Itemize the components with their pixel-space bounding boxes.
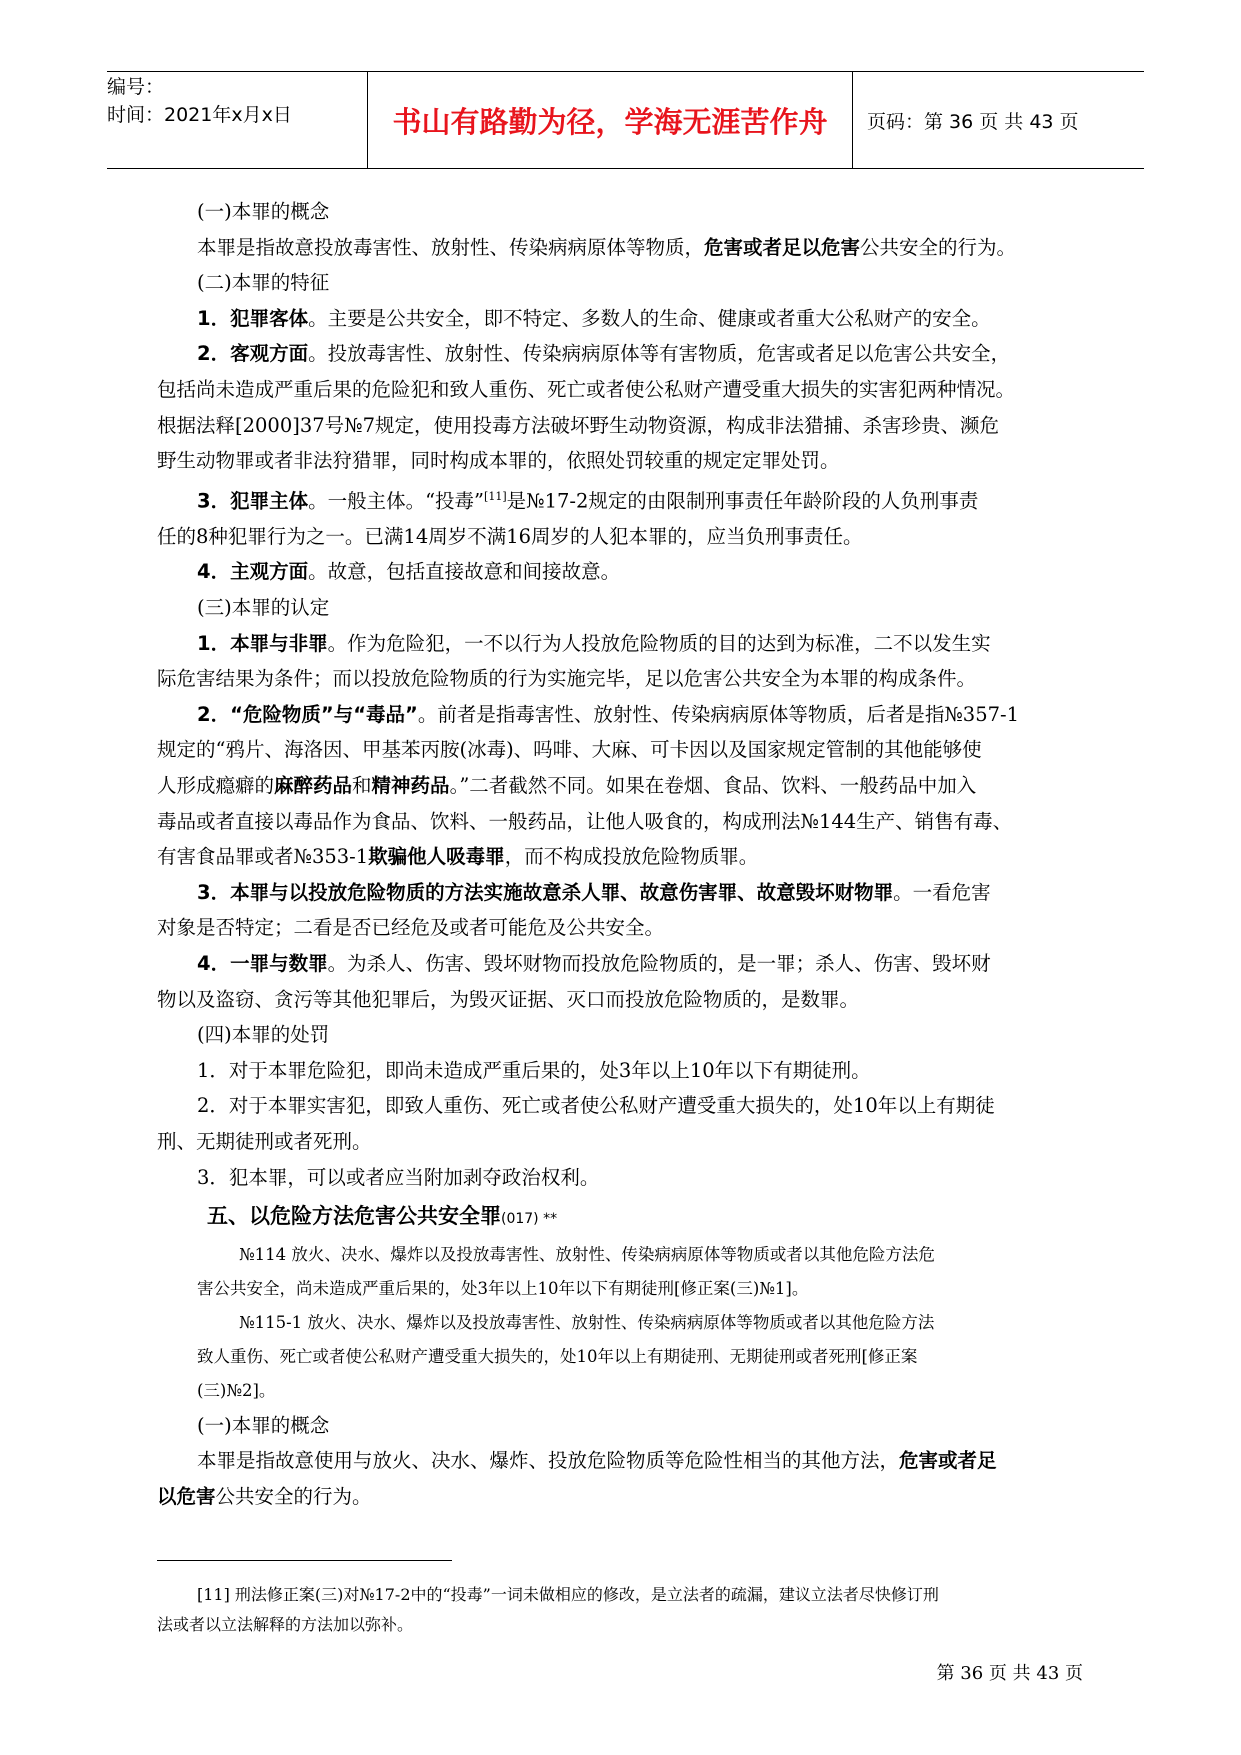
section-heading: (三)本罪的认定 <box>197 596 330 620</box>
paragraph: 3．犯罪主体。一般主体。“投毒”[11]是№17-2规定的由限制刑事责任年龄阶段的人负刑事责 <box>197 489 979 513</box>
header-left-cell <box>107 72 368 168</box>
page-header <box>107 71 1144 169</box>
footnote-divider <box>157 1560 452 1561</box>
paragraph: 2．客观方面。投放毒害性、放射性、传染病病原体等有害物质，危害或者足以危害公共安全， <box>197 342 1011 366</box>
paragraph: 4．主观方面。故意，包括直接故意和间接故意。 <box>197 560 621 584</box>
section-heading: (二)本罪的特征 <box>197 271 330 295</box>
statute-article: №115-1 放火、决水、爆炸以及投放毒害性、放射性、传染病病原体等物质或者以其他危险方法 <box>239 1312 935 1332</box>
paragraph-line: 以危害公共安全的行为。 <box>157 1484 372 1508</box>
paragraph-line: 根据法释[2000]37号№7规定，使用投毒方法破坏野生动物资源，构成非法猎捕、杀害珍贵、濒危 <box>157 413 1000 437</box>
paragraph-line: 物以及盗窃、贪污等其他犯罪后，为毁灭证据、灭口而投放危险物质的，是数罪。 <box>157 987 860 1011</box>
document-body <box>157 194 1097 1515</box>
statute-article-line: 害公共安全，尚未造成严重后果的，处3年以上10年以下有期徒刑[修正案(三)№1]。 <box>197 1278 809 1298</box>
paragraph-line: 任的8种犯罪行为之一。已满14周岁不满16周岁的人犯本罪的，应当负刑事责任。 <box>157 524 863 548</box>
paragraph: 2．对于本罪实害犯，即致人重伤、死亡或者使公私财产遭受重大损失的，处10年以上有期徒 <box>197 1094 995 1118</box>
paragraph-line: 有害食品罪或者№353-1欺骗他人吸毒罪，而不构成投放危险物质罪。 <box>157 845 759 869</box>
header-motto: 书山有路勤为径，学海无涯苦作舟 <box>368 72 853 168</box>
paragraph: 1．本罪与非罪。作为危险犯，一不以行为人投放危险物质的目的达到为标准，二不以发生实 <box>197 631 991 655</box>
paragraph: 本罪是指故意使用与放火、决水、爆炸、投放危险物质等危险性相当的其他方法，危害或者足 <box>197 1449 997 1473</box>
footnote-line: 法或者以立法解释的方法加以弥补。 <box>157 1615 414 1634</box>
paragraph-line: 野生动物罪或者非法狩猎罪，同时构成本罪的，依照处罚较重的规定定罪处罚。 <box>157 449 840 473</box>
statute-article-line: 致人重伤、死亡或者使公私财产遭受重大损失的，处10年以上有期徒刑、无期徒刑或者死刑[修正案 <box>197 1346 918 1366</box>
statute-article: №114 放火、决水、爆炸以及投放毒害性、放射性、传染病病原体等物质或者以其他危险方法危 <box>239 1244 935 1264</box>
footnote <box>157 1580 1097 1640</box>
paragraph-line: 刑、无期徒刑或者死刑。 <box>157 1129 372 1153</box>
number-label: 编号： <box>107 76 165 98</box>
paragraph: 2．“危险物质”与“毒品”。前者是指毒害性、放射性、传染病病原体等物质，后者是指№357-1 <box>197 702 1020 726</box>
header-page-label: 页码：第 36 页 共 43 页 <box>867 110 1079 133</box>
paragraph-line: 人形成瘾癖的麻醉药品和精神药品。”二者截然不同。如果在卷烟、食品、饮料、一般药品中加入 <box>157 774 977 797</box>
section-heading: (四)本罪的处罚 <box>197 1023 330 1047</box>
paragraph: 3．犯本罪，可以或者应当附加剥夺政治权利。 <box>197 1165 600 1189</box>
chapter-heading: 五、以危险方法危害公共安全罪(017) ** <box>207 1204 558 1229</box>
paragraph-line: 毒品或者直接以毒品作为食品、饮料、一般药品，让他人吸食的，构成刑法№144生产、销售有毒、 <box>157 809 1013 833</box>
statute-article-line: (三)№2]。 <box>197 1380 276 1400</box>
page-number: 第 36 页 共 43 页 <box>936 1663 1083 1684</box>
paragraph: 本罪是指故意投放毒害性、放射性、传染病病原体等物质，危害或者足以危害公共安全的行为。 <box>197 235 1017 259</box>
paragraph: 1．对于本罪危险犯，即尚未造成严重后果的，处3年以上10年以下有期徒刑。 <box>197 1058 871 1082</box>
paragraph: 4．一罪与数罪。为杀人、伤害、毁坏财物而投放危险物质的，是一罪；杀人、伤害、毁坏财 <box>197 951 991 975</box>
paragraph-line: 际危害结果为条件；而以投放危险物质的行为实施完毕，足以危害公共安全为本罪的构成条件。 <box>157 667 977 691</box>
time-label: 时间：2021年x月x日 <box>107 104 292 126</box>
paragraph-line: 对象是否特定；二看是否已经危及或者可能危及公共安全。 <box>157 916 665 940</box>
paragraph-line: 规定的“鸦片、海洛因、甲基苯丙胺(冰毒)、吗啡、大麻、可卡因以及国家规定管制的其他能够使 <box>157 738 982 762</box>
footnote-ref[interactable]: [11] <box>484 489 507 503</box>
paragraph: 3．本罪与以投放危险物质的方法实施故意杀人罪、故意伤害罪、故意毁坏财物罪。一看危害 <box>197 880 991 904</box>
footnote-line: [11] 刑法修正案(三)对№17-2中的“投毒”一词未做相应的修改，是立法者的疏漏，建议立法者尽快修订刑 <box>197 1585 939 1604</box>
section-heading: (一)本罪的概念 <box>197 1413 330 1437</box>
paragraph: 1．犯罪客体。主要是公共安全，即不特定、多数人的生命、健康或者重大公私财产的安全。 <box>197 306 991 330</box>
paragraph-line: 包括尚未造成严重后果的危险犯和致人重伤、死亡或者使公私财产遭受重大损失的实害犯两种情况。 <box>157 377 1016 401</box>
section-heading: (一)本罪的概念 <box>197 200 330 223</box>
